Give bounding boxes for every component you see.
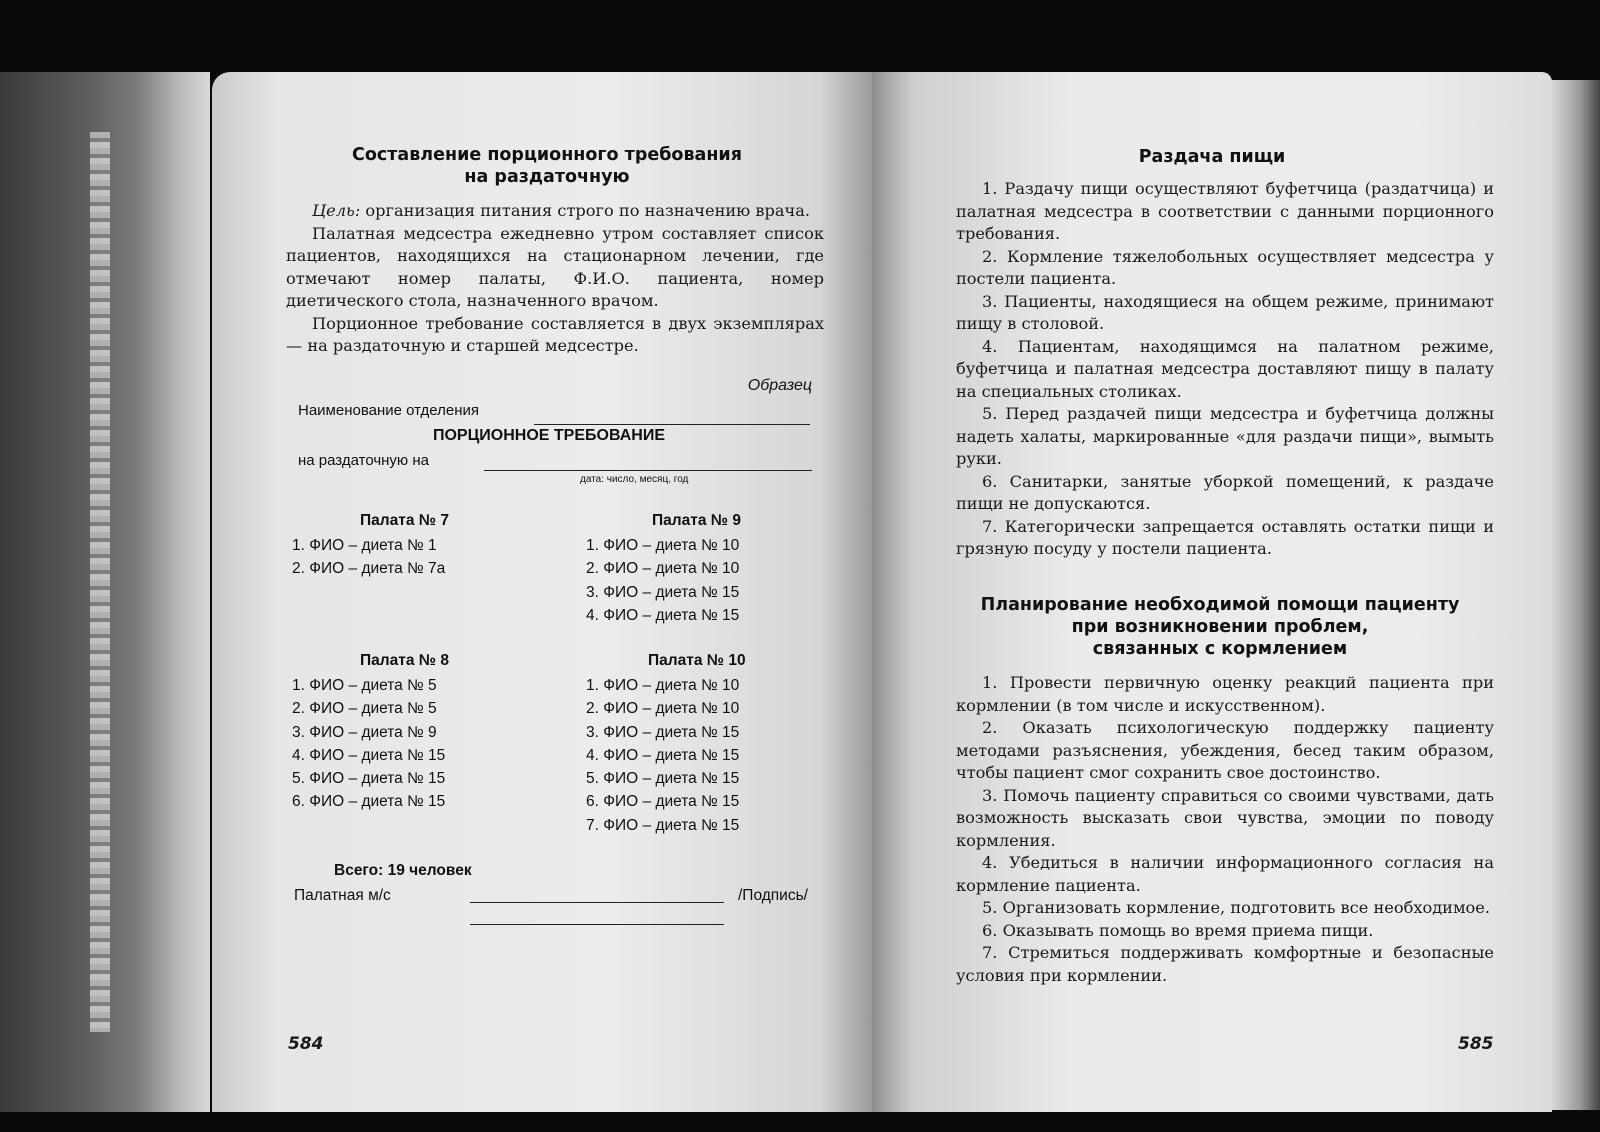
right-title-2-line1: Планирование необходимой помощи пациенту <box>980 595 1460 615</box>
portion-requirement-form <box>212 72 872 972</box>
list-item: 3. Пациенты, находящиеся на общем режиме, принимают пищу в столовой. <box>956 291 1494 333</box>
right-title-2-line3: связанных с кормлением <box>1092 639 1348 659</box>
ward-block-9 <box>586 512 826 627</box>
left-title-line2: на раздаточную <box>464 167 630 187</box>
list-item: 1. Раздачу пищи осуществляют буфетчица (раздатчица) и палатная медсестра в соответствии с данными порционного требования. <box>956 179 1494 243</box>
list-item: 4. Пациентам, находящимся на палатном режиме, буфетчица и палатная медсестра доставляют пищу в палату на специальных столиках. <box>956 336 1494 401</box>
ward-block-8 <box>292 652 532 814</box>
ward-entry: 3. ФИО – диета № 15 <box>586 583 740 601</box>
page-number-left: 584 <box>288 1034 324 1054</box>
ward-entry: 2. ФИО – диета № 5 <box>292 700 437 718</box>
intro-paragraph-2: Порционное требование составляется в двух экземплярах — на раздаточную и старшей медсестре. <box>286 313 824 355</box>
intro-paragraph-1: Палатная медсестра ежедневно утром составляет список пациентов, находящихся на стационарном лечении, где отмечают номер палаты, Ф.И.О. пациента, номер диетического стола, назначенного врачом. <box>286 223 824 310</box>
nurse-label: Палатная м/с <box>294 887 391 904</box>
list-item: 1. Провести первичную оценку реакций пациента при кормлении (в том числе и искусственном). <box>956 673 1494 715</box>
ward-block-7 <box>292 512 532 581</box>
left-page <box>212 72 872 1112</box>
book-page-edges-left <box>0 72 210 1112</box>
ward-entry: 5. ФИО – диета № 15 <box>586 770 740 788</box>
right-page <box>872 72 1552 1112</box>
ward-entry: 5. ФИО – диета № 15 <box>292 770 446 788</box>
ward-entry: 4. ФИО – диета № 15 <box>586 606 740 624</box>
goal-label: Цель: <box>312 201 361 220</box>
ward-entry: 1. ФИО – диета № 10 <box>586 537 740 554</box>
ward-entry: 4. ФИО – диета № 15 <box>292 746 446 764</box>
list-item: 2. Кормление тяжелобольных осуществляет медсестра у постели пациента. <box>956 246 1494 288</box>
book-page-edges-right <box>1550 80 1600 1110</box>
total-line <box>470 902 724 903</box>
signature-label: /Подпись/ <box>738 887 808 904</box>
ward-entry: 1. ФИО – диета № 10 <box>586 677 740 694</box>
right-title-2 <box>912 594 1528 660</box>
signature-line <box>470 924 724 925</box>
left-title-line1: Составление порционного требования <box>352 145 742 165</box>
goal-text: организация питания строго по назначению врача. <box>360 201 811 220</box>
ward-entry: 2. ФИО – диета № 10 <box>586 560 740 578</box>
ward-entry: 7. ФИО – диета № 15 <box>586 816 740 834</box>
ward-title: Палата № 9 <box>652 512 741 529</box>
department-label: Наименование отделения <box>298 402 480 419</box>
list-item: 2. Оказать психологическую поддержку пациенту методами разъяснения, убеждения, бесед таким образом, чтобы пациент смог сохранить свое достоинство. <box>956 718 1494 782</box>
form-title: ПОРЦИОННОЕ ТРЕБОВАНИЕ <box>432 427 666 444</box>
ward-entry: 2. ФИО – диета № 10 <box>586 700 740 718</box>
sample-label: Образец <box>747 377 812 394</box>
food-distribution-list <box>956 178 1494 561</box>
right-title-1: Раздача пищи <box>1138 147 1286 167</box>
ward-title: Палата № 7 <box>360 512 449 529</box>
list-item: 5. Перед раздачей пищи медсестра и буфетчица должны надеть халаты, маркированные «для раздачи пищи», вымыть руки. <box>956 404 1494 468</box>
ward-entry: 3. ФИО – диета № 15 <box>586 723 740 741</box>
list-item: 4. Убедиться в наличии информационного согласия на кормление пациента. <box>956 853 1494 895</box>
ward-entry: 4. ФИО – диета № 15 <box>586 746 740 764</box>
ward-entry: 6. ФИО – диета № 15 <box>586 793 740 811</box>
feeding-help-plan-list <box>956 672 1494 987</box>
department-line <box>534 424 810 425</box>
list-item: 6. Оказывать помощь во время приема пищи. <box>982 920 1374 940</box>
list-item: 3. Помочь пациенту справиться со своими чувствами, дать возможность высказать свои чувства, эмоции по поводу кормления. <box>956 785 1494 850</box>
ward-block-10 <box>586 652 826 837</box>
ward-entry: 3. ФИО – диета № 9 <box>292 723 437 741</box>
ward-entry: 1. ФИО – диета № 1 <box>292 537 437 554</box>
list-item: 5. Организовать кормление, подготовить все необходимое. <box>982 898 1491 917</box>
list-item: 7. Категорически запрещается оставлять остатки пищи и грязную посуду у постели пациента. <box>956 516 1494 558</box>
kitchen-label: на раздаточную на <box>298 452 429 469</box>
list-item: 6. Санитарки, занятые уборкой помещений, к раздаче пищи не допускаются. <box>956 471 1494 513</box>
right-title-2-line2: при возникновении проблем, <box>1071 617 1369 637</box>
ward-entry: 1. ФИО – диета № 5 <box>292 677 437 694</box>
list-item: 7. Стремиться поддерживать комфортные и безопасные условия при кормлении. <box>956 943 1494 985</box>
date-hint: дата: число, месяц, год <box>580 474 689 485</box>
ward-entry: 6. ФИО – диета № 15 <box>292 793 446 811</box>
page-number-right: 585 <box>1458 1034 1494 1054</box>
ward-entry: 2. ФИО – диета № 7а <box>292 560 446 578</box>
ward-title: Палата № 8 <box>360 652 449 669</box>
date-line <box>484 470 812 471</box>
ward-title: Палата № 10 <box>648 652 746 669</box>
total-count: Всего: 19 человек <box>334 862 472 879</box>
